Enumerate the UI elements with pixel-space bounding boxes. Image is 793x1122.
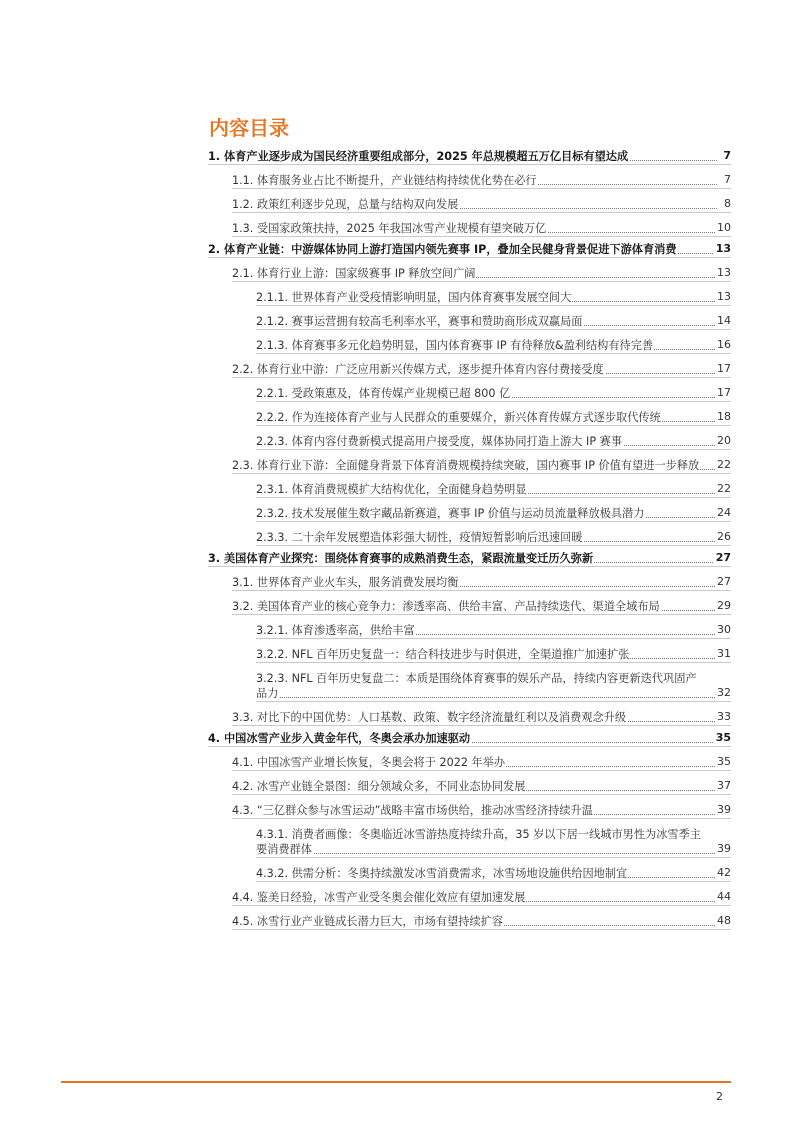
toc-entry-number: 2.2.2.: [256, 411, 292, 424]
toc-entry-label: [232, 459, 700, 472]
toc-entry-label: [232, 756, 506, 769]
toc-entry-text: 体育服务业占比不断提升，产业链结构持续优化势在必行: [256, 174, 537, 187]
toc-entry-label: [256, 483, 528, 496]
toc-entry[interactable]: [232, 795, 731, 819]
toc-entry[interactable]: [232, 747, 731, 771]
toc-entry-number: 2.3.: [232, 459, 257, 472]
toc-entry-number: 4.3.2.: [256, 867, 292, 880]
toc-entry[interactable]: [208, 237, 731, 258]
toc-entry-page: 42: [717, 866, 731, 879]
toc-entry-page: 18: [717, 410, 731, 423]
toc-entry-page: 14: [717, 314, 731, 327]
toc-entry-number: 2.2.3.: [256, 435, 292, 448]
toc-entry-text: 对比下的中国优势：人口基数、政策、数字经济流量红利以及消费观念升级: [256, 711, 627, 724]
toc-entry-page: 39: [717, 803, 731, 816]
toc-entry-number: 2.1.: [232, 267, 257, 280]
toc-entry-label: [256, 624, 416, 637]
toc-entry[interactable]: [256, 306, 731, 330]
toc-entry-number: 3.3.: [232, 711, 257, 724]
toc-entry-label: [256, 339, 654, 352]
toc-entry[interactable]: [256, 522, 731, 546]
toc-entry[interactable]: [232, 567, 731, 591]
toc-entry[interactable]: [256, 819, 731, 858]
toc-entry-number: 2.2.1.: [256, 387, 292, 400]
toc-entry-number: 4.3.: [232, 804, 257, 817]
toc-entry[interactable]: [232, 213, 731, 237]
toc-entry-page: 48: [717, 914, 731, 927]
toc-entry-number: 4.4.: [232, 891, 257, 904]
toc-entry-number: 4.2.: [232, 780, 257, 793]
toc-entry-text: 世界体育产业火车头，服务消费发展均衡: [256, 576, 459, 589]
toc-entry-number: 1.2.: [232, 198, 257, 211]
toc-entry-page: 32: [717, 686, 731, 699]
toc-entry-text: 体育行业上游：国家级赛事 IP 释放空间广阔: [256, 267, 476, 280]
toc-entry-label: [256, 435, 623, 448]
toc-entry-text: 体育内容付费新模式提高用户接受度，媒体协同打造上游大 IP 赛事: [291, 435, 623, 448]
toc-entry-number: 3.: [208, 552, 224, 565]
footer-divider: [61, 1081, 731, 1083]
toc-entry-page: 35: [715, 731, 731, 744]
toc-entry-label: [232, 600, 661, 613]
toc-entry-label: [232, 915, 504, 928]
toc-entry-page: 31: [717, 647, 731, 660]
toc-entry-number: 4.1.: [232, 756, 257, 769]
toc-entry-page: 17: [717, 386, 731, 399]
toc-entry-text: 冰雪行业产业链成长潜力巨大，市场有望持续扩容: [256, 915, 504, 928]
toc-entry-label: [208, 552, 594, 565]
toc-entry-text: 体育行业中游：广泛应用新兴传媒方式，逐步提升体育内容付费接受度: [256, 363, 604, 376]
toc-entry-text: 体育行业下游：全面健身背景下体育消费规模持续突破，国内赛事 IP 价值有望进一步释放: [256, 459, 700, 472]
toc-entry-page: 7: [723, 149, 731, 162]
toc-entry-text: 政策红利逐步兑现，总量与结构双向发展: [256, 198, 459, 211]
toc-entry[interactable]: [256, 498, 731, 522]
toc-entry-number: 2.3.2.: [256, 507, 292, 520]
toc-entry-number: 3.2.3.: [256, 672, 292, 685]
toc-entry-label: [256, 672, 697, 700]
toc-entry-label: [232, 576, 459, 589]
toc-entry-label: [208, 150, 629, 163]
toc-entry[interactable]: [256, 378, 731, 402]
toc-entry-page: 39: [717, 842, 731, 855]
toc-entry[interactable]: [208, 546, 731, 567]
toc-entry[interactable]: [256, 330, 731, 354]
toc-entry-page: 27: [717, 575, 731, 588]
toc-entry-text: 世界体育产业受疫情影响明显，国内体育赛事发展空间大: [291, 291, 572, 304]
toc-entry-page: 24: [717, 506, 731, 519]
toc-entry-number: 2.3.3.: [256, 531, 292, 544]
toc-entry-label: [232, 363, 605, 376]
toc-entry-page: 35: [717, 755, 731, 768]
toc-entry-number: 2.2.: [232, 363, 257, 376]
toc-entry-number: 3.2.1.: [256, 624, 292, 637]
toc-entry-number: 2.1.2.: [256, 315, 292, 328]
toc-entry-text: 鉴美日经验，冰雪产业受冬奥会催化效应有望加速发展: [256, 891, 526, 904]
toc-entry-page: 13: [715, 242, 731, 255]
toc-entry-page: 13: [717, 290, 731, 303]
toc-entry[interactable]: [256, 615, 731, 639]
toc-entry-text: 美国体育产业探究：围绕体育赛事的成熟消费生态，紧跟流量变迁历久弥新: [223, 552, 594, 565]
toc-entry-number: 3.2.: [232, 600, 257, 613]
toc-entry-number: 1.1.: [232, 174, 257, 187]
toc-entry-text: NFL 百年历史复盘一：结合科技进步与时俱进，全渠道推广加速扩张: [291, 648, 630, 661]
toc-entry-label: [208, 243, 678, 256]
toc-entry-label: [256, 648, 630, 661]
toc-entry-label: [256, 867, 628, 880]
toc-entry-text: 体育产业逐步成为国民经济重要组成部分，2025 年总规模超五万亿目标有望达成: [223, 150, 629, 163]
toc-entry-number: 3.1.: [232, 576, 257, 589]
toc-entry-label: [256, 291, 572, 304]
toc-entry-text: 受政策惠及，体育传媒产业规模已超 800 亿: [291, 387, 511, 400]
toc-entry-text: 二十余年发展塑造体彩强大韧性，疫情短暂影响后迅速回暖: [291, 531, 583, 544]
toc-entry-page: 27: [715, 551, 731, 564]
toc-entry-text: 美国体育产业的核心竞争力：渗透率高、供给丰富、产品持续迭代、渠道全域布局: [256, 600, 660, 613]
toc-entry-page: 30: [717, 623, 731, 636]
toc-entry-text: 体育消费规模扩大结构优化，全面健身趋势明显: [291, 483, 527, 496]
toc-entry[interactable]: [232, 771, 731, 795]
toc-entry[interactable]: [232, 354, 731, 378]
toc-entry-page: 33: [717, 710, 731, 723]
toc-entry-number: 2.3.1.: [256, 483, 292, 496]
dot-leader: [256, 697, 717, 698]
page-number: 2: [716, 1090, 723, 1103]
toc-title: 内容目录: [209, 116, 289, 140]
toc-entry-label: [232, 780, 526, 793]
toc-entry[interactable]: [232, 189, 731, 213]
toc-entry-number: 2.1.1.: [256, 291, 292, 304]
toc-entry-page: 10: [717, 221, 731, 234]
toc-entry[interactable]: [232, 702, 731, 726]
toc-entry[interactable]: [256, 282, 731, 306]
toc-entry[interactable]: [256, 426, 731, 450]
toc-entry[interactable]: [256, 402, 731, 426]
toc-entry-label: [232, 267, 476, 280]
toc-entry-number: 4.: [208, 732, 224, 745]
toc-entry-page: 37: [717, 779, 731, 792]
toc-entry-text: 技术发展催生数字藏品新赛道，赛事 IP 价值与运动员流量释放极具潜力: [291, 507, 645, 520]
toc-entry-label: [232, 804, 594, 817]
toc-entry-text: NFL 百年历史复盘二：本质是围绕体育赛事的娱乐产品，持续内容更新迭代巩固产品力: [256, 672, 697, 700]
toc-entry[interactable]: [256, 858, 731, 882]
toc-entry[interactable]: [208, 726, 731, 747]
toc-entry-label: [208, 732, 471, 745]
toc-entry-label: [256, 387, 511, 400]
dot-leader: [256, 853, 717, 854]
toc-entry-label: [256, 531, 583, 544]
toc-entry[interactable]: [232, 882, 731, 906]
toc-entry[interactable]: [256, 663, 731, 702]
toc-entry-number: 2.1.3.: [256, 339, 292, 352]
toc-entry-text: 赛事运营拥有较高毛利率水平，赛事和赞助商形成双赢局面: [291, 315, 583, 328]
toc-entry-text: 作为连接体育产业与人民群众的重要媒介，新兴体育传媒方式逐步取代传统: [291, 411, 661, 424]
toc-entry-page: 22: [717, 482, 731, 495]
toc-entry-page: 7: [724, 173, 731, 186]
toc-entry-page: 26: [717, 530, 731, 543]
toc-entry-label: [256, 411, 662, 424]
toc-entry-number: 4.3.1.: [256, 828, 292, 841]
toc-entry-number: 4.5.: [232, 915, 257, 928]
toc-entry[interactable]: [256, 639, 731, 663]
toc-entry-text: 中国冰雪产业步入黄金年代，冬奥会承办加速驱动: [223, 732, 471, 745]
toc-entry[interactable]: [232, 450, 731, 474]
toc-entry-page: 20: [717, 434, 731, 447]
toc-entry[interactable]: [208, 144, 731, 165]
toc-entry-label: [232, 891, 526, 904]
toc-entry-number: 1.: [208, 150, 224, 163]
toc-entry-text: 冰雪产业链全景图：细分领域众多，不同业态协同发展: [256, 780, 526, 793]
toc-entry-number: 2.: [208, 243, 224, 256]
toc-entry-label: [232, 711, 627, 724]
toc-entry-text: 中国冰雪产业增长恢复，冬奥会将于 2022 年举办: [256, 756, 506, 769]
toc-entry-label: [232, 222, 547, 235]
toc-entry-text: “三亿群众参与冰雪运动”战略丰富市场供给，推动冰雪经济持续升温: [256, 804, 593, 817]
toc-entry-page: 16: [717, 338, 731, 351]
toc-entry-label: [256, 315, 583, 328]
toc-entry-label: [232, 198, 459, 211]
toc-entry-page: 44: [717, 890, 731, 903]
toc-entry-number: 3.2.2.: [256, 648, 292, 661]
toc-entry-page: 29: [717, 599, 731, 612]
toc-entry[interactable]: [232, 906, 731, 930]
toc-entry-label: [256, 507, 645, 520]
toc-entry[interactable]: [232, 591, 731, 615]
toc-entry-text: 体育渗透率高，供给丰富: [291, 624, 415, 637]
toc-entry-number: 1.3.: [232, 222, 257, 235]
toc-entry-page: 8: [724, 197, 731, 210]
toc-entry-page: 17: [717, 362, 731, 375]
toc-entry[interactable]: [232, 258, 731, 282]
toc-entry-label: [256, 828, 701, 856]
toc-entry[interactable]: [232, 165, 731, 189]
toc-entry-page: 13: [717, 266, 731, 279]
toc-entry[interactable]: [256, 474, 731, 498]
toc-entry-text: 供需分析：冬奥持续激发冰雪消费需求，冰雪场地设施供给因地制宜: [291, 867, 628, 880]
toc-entry-label: [232, 174, 538, 187]
table-of-contents: [208, 144, 731, 930]
toc-entry-text: 消费者画像：冬奥临近冰雪游热度持续升高，35 岁以下居一线城市男性为冰雪季主要消费群体: [256, 828, 701, 856]
toc-entry-text: 受国家政策扶持，2025 年我国冰雪产业规模有望突破万亿: [256, 222, 547, 235]
toc-entry-text: 体育赛事多元化趋势明显，国内体育赛事 IP 有待释放&盈利结构有待完善: [291, 339, 654, 352]
toc-entry-text: 体育产业链：中游媒体协同上游打造国内领先赛事 IP，叠加全民健身背景促进下游体育消费: [223, 243, 677, 256]
toc-entry-page: 22: [717, 458, 731, 471]
